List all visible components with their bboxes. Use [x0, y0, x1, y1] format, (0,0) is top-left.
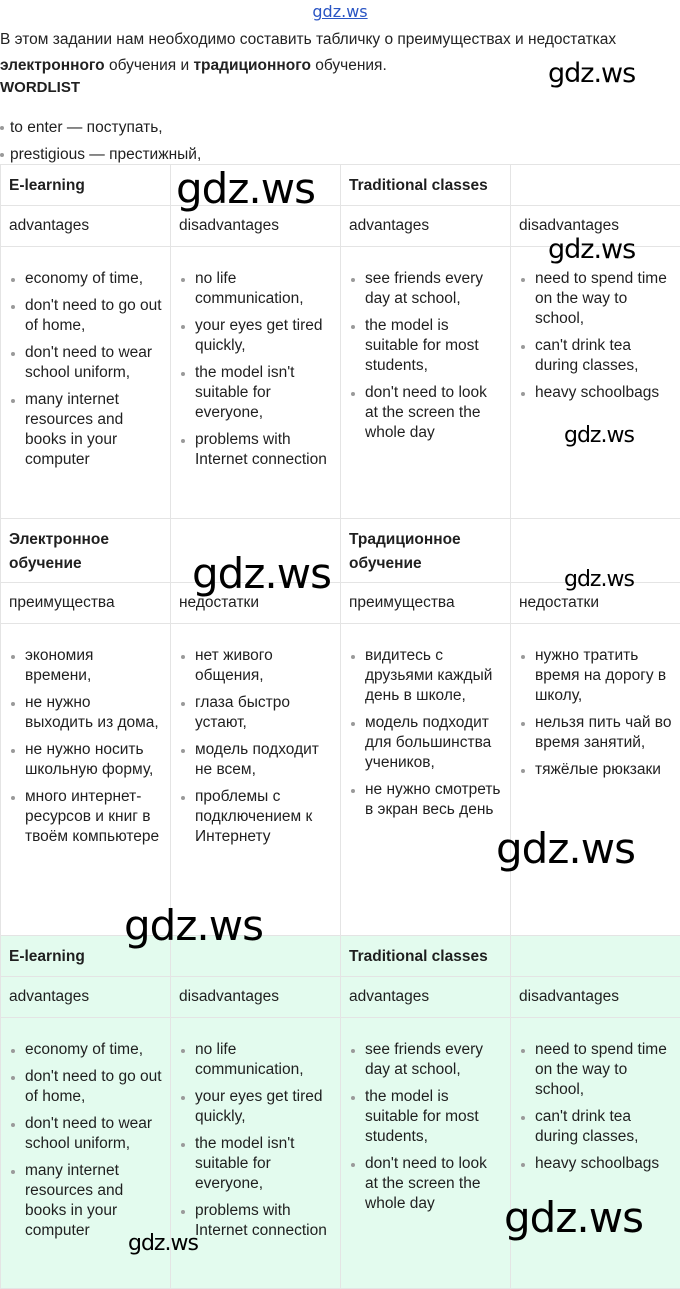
watermark: gdz.ws — [548, 58, 636, 89]
list-item: тяжёлые рюкзаки — [519, 760, 672, 780]
list-item: need to spend time on the way to school, — [519, 1040, 672, 1100]
header-cell: Traditional classes — [341, 165, 511, 206]
list-cell — [171, 624, 341, 936]
watermark: gdz.ws — [192, 549, 331, 598]
list-item: problems with Internet connection — [179, 430, 332, 470]
list-cell — [1, 624, 171, 936]
watermark: gdz.ws — [496, 824, 635, 873]
list-item: problems with Internet connection — [179, 1201, 332, 1241]
list-item: don't need to go out of home, — [9, 1067, 162, 1107]
subheader-cell: advantages — [341, 977, 511, 1018]
subheader-cell: disadvantages — [511, 206, 680, 247]
intro-bold-electronic: электронного — [0, 57, 105, 74]
list-item: heavy schoolbags — [519, 383, 672, 403]
subheader-cell: advantages — [1, 977, 171, 1018]
list-item: your eyes get tired quickly, — [179, 316, 332, 356]
intro-mid: обучения и — [104, 57, 194, 74]
header-cell: Электронное обучение — [1, 519, 171, 583]
list-item: the model isn't suitable for everyone, — [179, 363, 332, 423]
list-item: модель подходит для большинства учеников, — [349, 713, 502, 773]
wordlist-heading: WORDLIST — [0, 79, 80, 96]
subheader-cell: преимущества — [1, 583, 171, 624]
subheader-cell: advantages — [341, 206, 511, 247]
list-cell — [171, 247, 341, 519]
list-item: many internet resources and books in your computer — [9, 390, 162, 470]
intro-end: обучения. — [310, 57, 387, 74]
subheader-cell: disadvantages — [171, 977, 341, 1018]
list-item: глаза быстро устают, — [179, 693, 332, 733]
list-item: экономия времени, — [9, 646, 162, 686]
list-item: не нужно выходить из дома, — [9, 693, 162, 733]
site-link[interactable]: gdz.ws — [312, 2, 368, 21]
header-cell: E-learning — [1, 165, 171, 206]
comparison-table-english — [0, 164, 680, 519]
list-item: много интернет-ресурсов и книг в твоём компьютере — [9, 787, 162, 847]
header-cell: Traditional classes — [341, 936, 511, 977]
list-item: нельзя пить чай во время занятий, — [519, 713, 672, 753]
watermark: gdz.ws — [548, 234, 636, 265]
list-item: don't need to look at the screen the whole day — [349, 1154, 502, 1214]
list-item: нужно тратить время на дорогу в школу, — [519, 646, 672, 706]
subheader-cell: disadvantages — [511, 977, 680, 1018]
list-item: can't drink tea during classes, — [519, 336, 672, 376]
list-item: no life communication, — [179, 269, 332, 309]
list-item: видитесь с друзьями каждый день в школе, — [349, 646, 502, 706]
watermark: gdz.ws — [176, 164, 315, 213]
list-cell — [511, 247, 680, 519]
list-item: don't need to wear school uniform, — [9, 1114, 162, 1154]
watermark: gdz.ws — [124, 901, 263, 950]
list-item: need to spend time on the way to school, — [519, 269, 672, 329]
wordlist-item: prestigious — престижный, — [0, 141, 201, 168]
list-item: проблемы с подключением к Интернету — [179, 787, 332, 847]
list-item: economy of time, — [9, 1040, 162, 1060]
list-cell — [341, 247, 511, 519]
wordlist — [0, 114, 201, 168]
watermark: gdz.ws — [564, 567, 634, 592]
list-item: can't drink tea during classes, — [519, 1107, 672, 1147]
list-item: модель подходит не всем, — [179, 740, 332, 780]
watermark: gdz.ws — [564, 423, 634, 448]
list-cell — [1, 247, 171, 519]
list-item: see friends every day at school, — [349, 1040, 502, 1080]
list-item: don't need to go out of home, — [9, 296, 162, 336]
list-cell — [511, 624, 680, 936]
watermark: gdz.ws — [128, 1231, 198, 1256]
header-cell — [511, 165, 680, 206]
watermark: gdz.ws — [504, 1193, 643, 1242]
list-item: don't need to look at the screen the whole day — [349, 383, 502, 443]
subheader-cell: недостатки — [511, 583, 680, 624]
header-cell: E-learning — [1, 936, 171, 977]
subheader-cell: disadvantages — [171, 206, 341, 247]
header-cell: Традиционное обучение — [341, 519, 511, 583]
list-item: the model is suitable for most students, — [349, 1087, 502, 1147]
list-item: нет живого общения, — [179, 646, 332, 686]
intro-bold-traditional: традиционного — [193, 57, 311, 74]
list-item: economy of time, — [9, 269, 162, 289]
list-cell — [341, 624, 511, 936]
list-item: many internet resources and books in your computer — [9, 1161, 162, 1241]
list-item: не нужно носить школьную форму, — [9, 740, 162, 780]
subheader-cell: преимущества — [341, 583, 511, 624]
list-cell — [511, 1018, 680, 1289]
list-item: heavy schoolbags — [519, 1154, 672, 1174]
list-item: your eyes get tired quickly, — [179, 1087, 332, 1127]
list-item: не нужно смотреть в экран весь день — [349, 780, 502, 820]
subheader-cell: недостатки — [171, 583, 341, 624]
list-item: the model is suitable for most students, — [349, 316, 502, 376]
list-item: no life communication, — [179, 1040, 332, 1080]
list-item: don't need to wear school uniform, — [9, 343, 162, 383]
list-item: see friends every day at school, — [349, 269, 502, 309]
wordlist-item: to enter — поступать, — [0, 114, 201, 141]
subheader-cell: advantages — [1, 206, 171, 247]
header-cell — [511, 936, 680, 977]
list-cell — [341, 1018, 511, 1289]
list-item: the model isn't suitable for everyone, — [179, 1134, 332, 1194]
intro-line1: В этом задании нам необходимо составить табличку о преимуществах и недостатках — [0, 31, 617, 48]
